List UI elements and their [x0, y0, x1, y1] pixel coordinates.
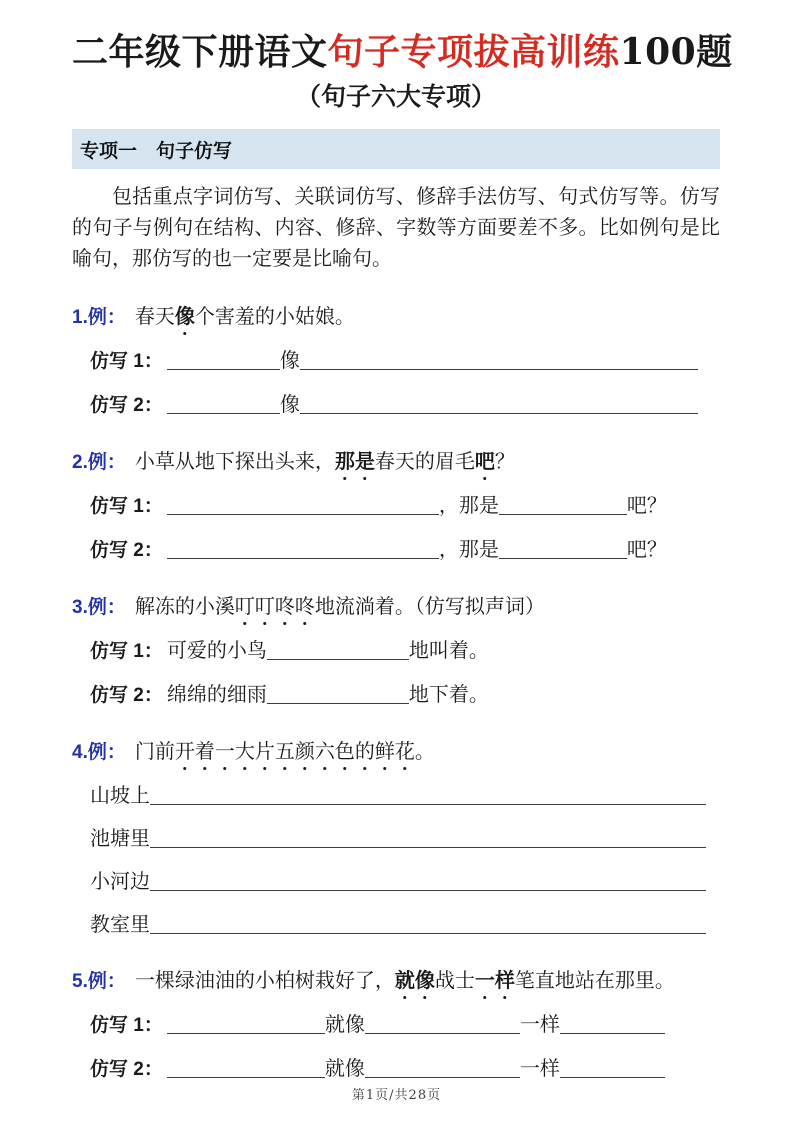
emphasis-dot-char: 花	[394, 739, 415, 763]
example-text: 。	[414, 739, 435, 763]
emphasis-dot-char: 颜	[294, 739, 315, 763]
blank-line	[499, 541, 627, 559]
page-subtitle: （句子六大专项）	[295, 82, 496, 111]
emphasis-dot-char: 叮	[254, 594, 275, 618]
question-number: 3.例：	[72, 597, 126, 618]
exercise-item	[72, 303, 720, 419]
row-label: 仿写 2：	[90, 540, 163, 561]
emphasis-dot-char: 的	[354, 739, 375, 763]
emphasis-dot-char: 大	[234, 739, 255, 763]
example-sentence	[72, 448, 720, 476]
example-text: 春天的眉毛	[374, 449, 475, 473]
example-text	[475, 968, 515, 992]
emphasis-dot-char: 着	[194, 739, 215, 763]
row-text: 吧？	[626, 493, 667, 517]
row-text: 可爱的小鸟	[166, 638, 267, 662]
title-part-black-left: 二年级下册语文	[72, 31, 328, 73]
fill-in-row	[72, 492, 720, 520]
row-label: 仿写 1：	[90, 641, 163, 662]
blank-line	[560, 1060, 665, 1078]
blank-line	[167, 541, 439, 559]
emphasis-dot-char: 鲜	[374, 739, 395, 763]
example-text: 解冻的小溪	[134, 594, 235, 618]
row-label: 仿写 1：	[90, 1015, 163, 1036]
example-text	[175, 304, 195, 328]
row-text: ，那是	[438, 493, 499, 517]
emphasis-dot-char: 一	[214, 739, 235, 763]
exercise-item	[72, 738, 720, 938]
emphasis-dot-char: 色	[334, 739, 355, 763]
blank-line	[150, 873, 706, 891]
example-text	[175, 739, 415, 763]
blank-line	[150, 787, 706, 805]
row-label: 仿写 2：	[90, 395, 163, 416]
section-header: 专项一 句子仿写	[72, 129, 720, 169]
fill-in-row	[72, 868, 720, 895]
row-text: 就像	[324, 1056, 365, 1080]
example-text: 一棵绿油油的小柏树栽好了，	[134, 968, 395, 992]
emphasis-dot-char: 咚	[294, 594, 315, 618]
section-intro: 包括重点字词仿写、关联词仿写、修辞手法仿写、句式仿写等。仿写的句子与例句在结构、内容、修辞、字数等方面要差不多。比如例句是比喻句，那仿写的也一定要是比喻句。	[72, 184, 720, 270]
blank-line	[150, 916, 706, 934]
example-text: 春天	[134, 304, 175, 328]
fill-in-row	[72, 1011, 720, 1039]
emphasis-dot-char: 吧	[474, 449, 495, 473]
blank-line	[267, 686, 409, 704]
row-text: 就像	[324, 1012, 365, 1036]
row-text: 像	[279, 392, 300, 416]
page-footer: 第1页/共28页	[351, 1088, 442, 1103]
blank-line	[167, 396, 280, 414]
example-sentence	[72, 303, 720, 331]
question-number: 5.例：	[72, 971, 126, 992]
example-text	[475, 449, 495, 473]
row-label: 仿写 1：	[90, 496, 163, 517]
emphasis-dot-char: 那	[334, 449, 355, 473]
blank-line	[150, 830, 706, 848]
row-text: 一样	[519, 1012, 560, 1036]
blank-line	[365, 1016, 520, 1034]
example-text: ？	[494, 449, 515, 473]
fill-in-row	[72, 536, 720, 564]
fill-in-row	[72, 637, 720, 665]
fill-in-row	[72, 825, 720, 852]
example-text: 门前	[134, 739, 175, 763]
title-part-red: 句子专项拔高训练	[327, 31, 620, 73]
exercise-item	[72, 448, 720, 564]
example-text	[335, 449, 375, 473]
example-text	[395, 968, 435, 992]
row-label: 山坡上	[90, 783, 150, 807]
fill-in-row	[72, 1055, 720, 1083]
example-text	[235, 594, 315, 618]
example-sentence	[72, 967, 720, 995]
row-text: 绵绵的细雨	[166, 682, 267, 706]
example-text: 笔直地站在那里。	[514, 968, 675, 992]
fill-in-row	[72, 681, 720, 709]
example-sentence	[72, 593, 720, 621]
exercise-item	[72, 967, 720, 1083]
row-label: 仿写 1：	[90, 351, 163, 372]
example-text: 战士	[434, 968, 475, 992]
row-text: ，那是	[438, 537, 499, 561]
blank-line	[167, 497, 439, 515]
emphasis-dot-char: 五	[274, 739, 295, 763]
emphasis-dot-char: 像	[174, 304, 195, 328]
emphasis-dot-char: 咚	[274, 594, 295, 618]
row-text: 地下着。	[408, 682, 489, 706]
page-title	[72, 30, 733, 75]
row-text: 一样	[519, 1056, 560, 1080]
row-label: 小河边	[90, 869, 150, 893]
row-label: 教室里	[90, 912, 150, 936]
question-number: 1.例：	[72, 307, 126, 328]
emphasis-dot-char: 就	[394, 968, 415, 992]
blank-line	[300, 396, 698, 414]
row-text: 像	[279, 348, 300, 372]
emphasis-dot-char: 叮	[234, 594, 255, 618]
emphasis-dot-char: 片	[254, 739, 275, 763]
example-text: 个害羞的小姑娘。	[194, 304, 355, 328]
fill-in-row	[72, 391, 720, 419]
blank-line	[267, 642, 409, 660]
emphasis-dot-char: 一	[474, 968, 495, 992]
example-text: 小草从地下探出头来，	[134, 449, 335, 473]
row-label: 池塘里	[90, 826, 150, 850]
row-text: 吧？	[626, 537, 667, 561]
question-number: 4.例：	[72, 742, 126, 763]
blank-line	[167, 1016, 325, 1034]
row-label: 仿写 2：	[90, 1059, 163, 1080]
question-number: 2.例：	[72, 452, 126, 473]
exercise-list	[72, 303, 720, 1083]
blank-line	[365, 1060, 520, 1078]
blank-line	[167, 1060, 325, 1078]
fill-in-row	[72, 782, 720, 809]
blank-line	[300, 352, 698, 370]
emphasis-dot-char: 六	[314, 739, 335, 763]
emphasis-dot-char: 开	[174, 739, 195, 763]
emphasis-dot-char: 像	[414, 968, 435, 992]
example-text: 地流淌着。（仿写拟声词）	[314, 594, 545, 618]
row-text: 地叫着。	[408, 638, 489, 662]
example-sentence	[72, 738, 720, 766]
row-label: 仿写 2：	[90, 685, 163, 706]
emphasis-dot-char: 是	[354, 449, 375, 473]
title-part-black-right: 100题	[619, 31, 733, 73]
emphasis-dot-char: 样	[494, 968, 515, 992]
exercise-item	[72, 593, 720, 709]
fill-in-row	[72, 911, 720, 938]
blank-line	[560, 1016, 665, 1034]
blank-line	[167, 352, 280, 370]
blank-line	[499, 497, 627, 515]
fill-in-row	[72, 347, 720, 375]
